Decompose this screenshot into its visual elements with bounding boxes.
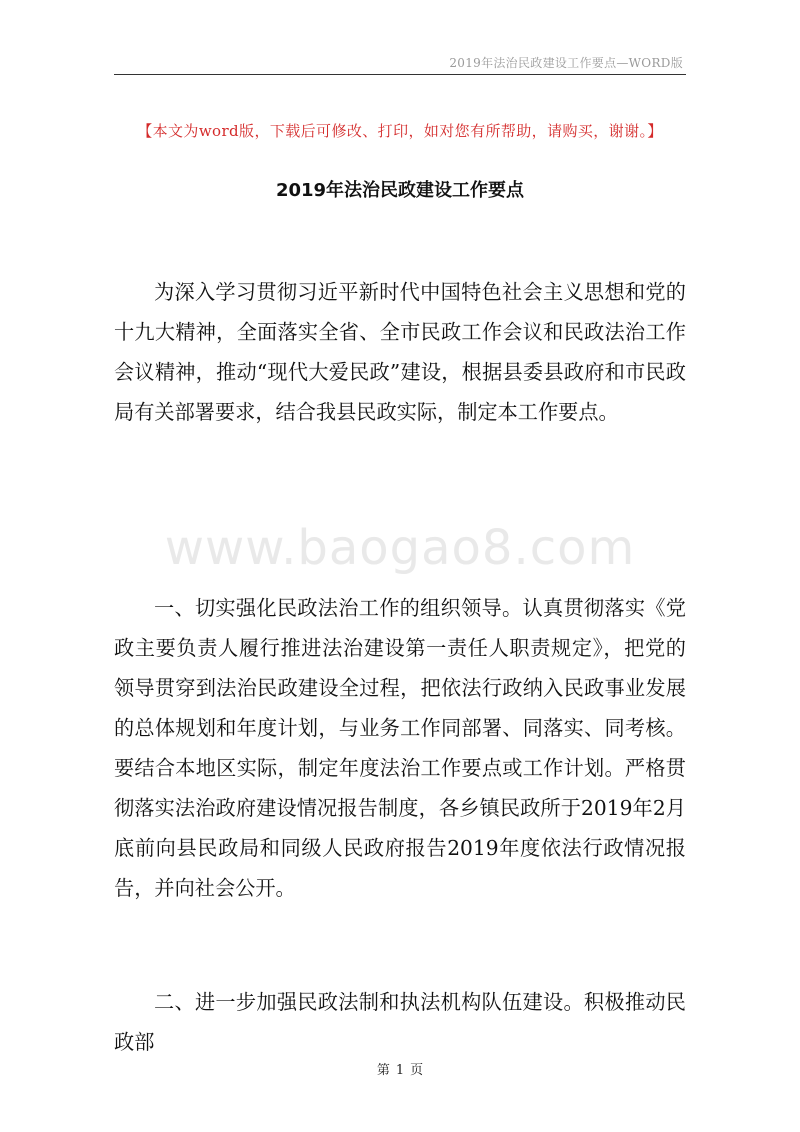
header-divider bbox=[114, 74, 686, 75]
page-number: 1 bbox=[395, 1063, 405, 1078]
purchase-notice: 【本文为word版，下载后可修改、打印，如对您有所帮助，请购买，谢谢。】 bbox=[137, 122, 663, 140]
page-footer bbox=[0, 1059, 800, 1078]
running-header: 2019年法治民政建设工作要点—WORD版 bbox=[449, 56, 683, 70]
document-title: 2019年法治民政建设工作要点 bbox=[275, 180, 525, 201]
paragraph-section-1: 一、切实强化民政法治工作的组织领导。认真贯彻落实《党政主要负责人履行推进法治建设第一责任人职责规定》，把党的领导贯穿到法治民政建设全过程，把依法行政纳入民政事业发展的总体规划和年度计划，与业务工作同部署、同落实、同考核。要结合本地区实际，制定年度法治工作要点或工作计划。严格贯彻落实法治政府建设情况报告制度，各乡镇民政所于2019年2月底前向县民政局和同级人民政府报告2019年度依法行政情况报告，并向社会公开。 bbox=[114, 596, 686, 900]
footer-prefix: 第 bbox=[376, 1063, 390, 1078]
paragraph-intro: 为深入学习贯彻习近平新时代中国特色社会主义思想和党的十九大精神，全面落实全省、全市民政工作会议和民政法治工作会议精神，推动“现代大爱民政”建设，根据县委县政府和市民政局有关部署要求，结合我县民政实际，制定本工作要点。 bbox=[114, 280, 686, 424]
footer-suffix: 页 bbox=[410, 1063, 424, 1078]
paragraph-section-2: 二、进一步加强民政法制和执法机构队伍建设。积极推动民政部 bbox=[114, 990, 686, 1054]
watermark: www.baogao8.com bbox=[164, 520, 636, 576]
